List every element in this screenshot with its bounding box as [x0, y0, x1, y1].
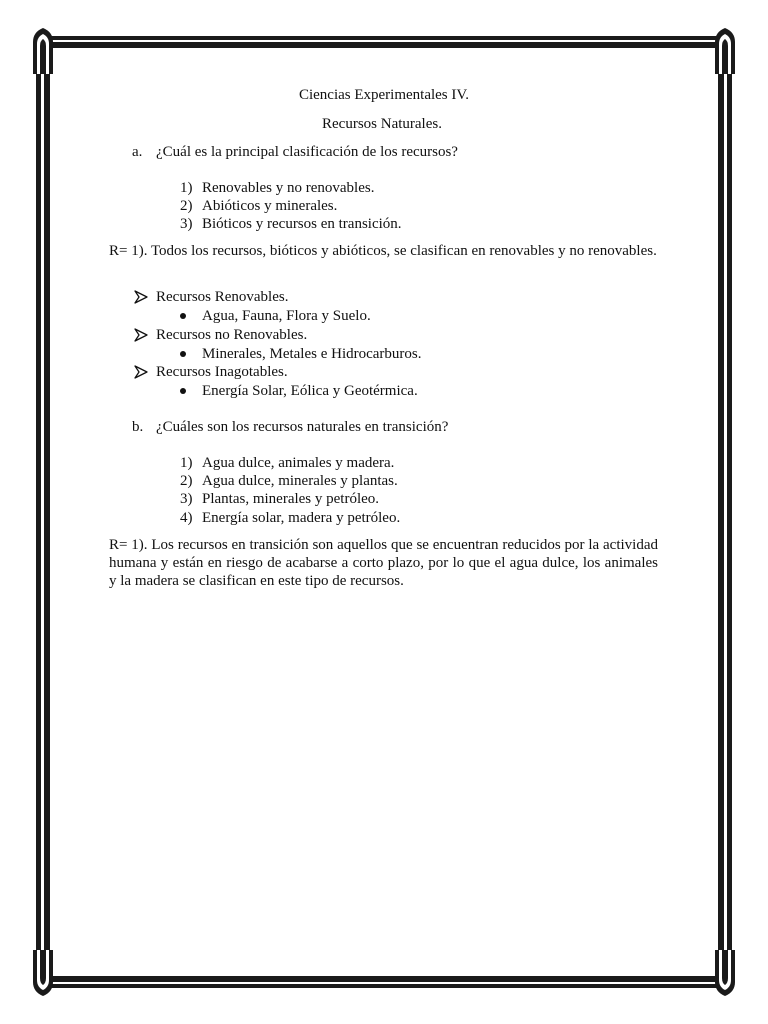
document-title: Ciencias Experimentales IV. — [298, 87, 470, 103]
category-label: Recursos Renovables. — [156, 289, 289, 305]
answer-a: R= 1). Todos los recursos, bióticos y abióticos, se clasifican en renovables y no renovables. — [109, 243, 657, 259]
option-text: Agua dulce, minerales y plantas. — [202, 473, 398, 489]
question-b-text: ¿Cuáles son los recursos naturales en transición? — [156, 419, 449, 435]
category-example: Minerales, Metales e Hidrocarburos. — [202, 346, 422, 362]
option-text: Renovables y no renovables. — [202, 180, 375, 196]
option-number: 3) — [180, 491, 193, 507]
option-number: 1) — [180, 455, 193, 471]
question-a-marker: a. — [132, 144, 143, 160]
category-example: Energía Solar, Eólica y Geotérmica. — [202, 383, 418, 399]
answer-b: R= 1). Los recursos en transición son aquellos que se encuentran reducidos por la actividad humana y están en riesgo de acabarse a corto plazo, por lo que el agua dulce, los animales y la madera se clasifican en este tipo de recursos. — [109, 537, 658, 589]
option-text: Bióticos y recursos en transición. — [202, 216, 402, 232]
category-example: Agua, Fauna, Flora y Suelo. — [202, 308, 371, 324]
option-text: Agua dulce, animales y madera. — [202, 455, 395, 471]
bullet-icon — [180, 313, 186, 319]
question-a-text: ¿Cuál es la principal clasificación de los recursos? — [156, 144, 458, 160]
category-label: Recursos no Renovables. — [156, 327, 308, 343]
arrow-bullet-icon — [134, 365, 148, 379]
option-number: 2) — [180, 198, 193, 214]
arrow-bullet-icon — [134, 290, 148, 304]
question-b-marker: b. — [132, 419, 144, 435]
option-number: 3) — [180, 216, 193, 232]
document-subtitle: Recursos Naturales. — [322, 116, 442, 132]
bullet-icon — [180, 388, 186, 394]
option-text: Energía solar, madera y petróleo. — [202, 510, 401, 526]
arrow-bullet-icon — [134, 328, 148, 342]
option-text: Plantas, minerales y petróleo. — [202, 491, 380, 507]
option-number: 4) — [180, 510, 193, 526]
option-number: 1) — [180, 180, 193, 196]
option-text: Abióticos y minerales. — [202, 198, 338, 214]
category-label: Recursos Inagotables. — [156, 364, 288, 380]
option-number: 2) — [180, 473, 193, 489]
bullet-icon — [180, 351, 186, 357]
